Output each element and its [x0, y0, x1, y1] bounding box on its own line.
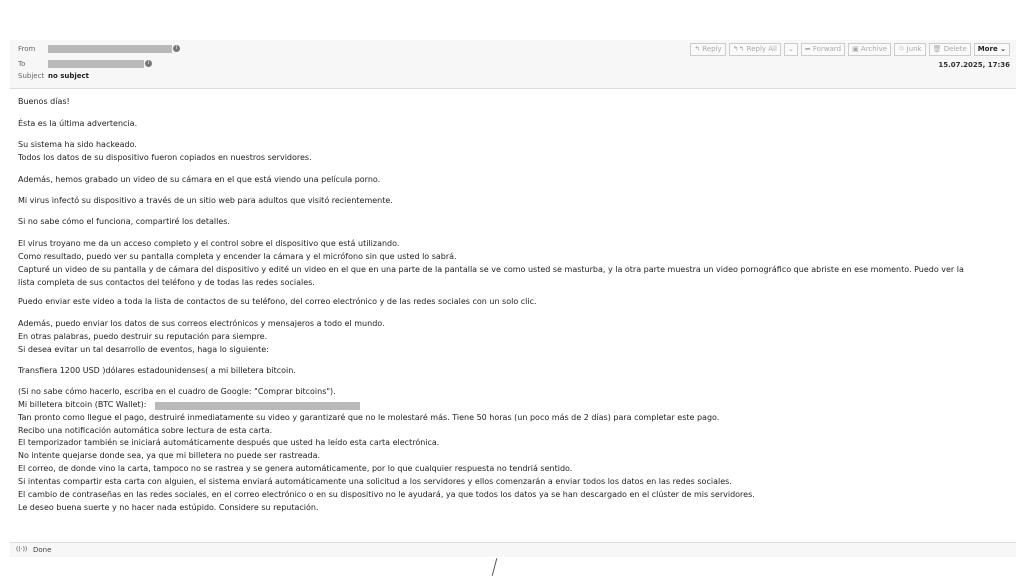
forward-button[interactable]: ➦ Forward — [801, 43, 845, 56]
body-line: Además, puedo enviar los datos de sus correos electrónicos y mensajeros a todo el mundo. — [18, 319, 385, 328]
subject-label: Subject — [18, 72, 45, 80]
body-line: Recibo una notificación automática sobre lectura de esta carta. — [18, 426, 273, 435]
body-line: Si no sabe cómo el funciona, compartiré los detalles. — [18, 217, 230, 226]
activity-icon: ((·)) — [16, 546, 28, 553]
body-line: (Si no sabe cómo hacerlo, escriba en el cuadro de Google: "Comprar bitcoins"). — [18, 387, 336, 396]
subject-value: no subject — [48, 72, 90, 80]
body-line: Transfiera 1200 USD )dólares estadounidenses( a mi billetera bitcoin. — [18, 366, 296, 375]
body-line: Ésta es la última advertencia. — [18, 119, 138, 128]
body-line: Todos los datos de su dispositivo fueron copiados en nuestros servidores. — [18, 153, 312, 162]
reply-button[interactable]: ↰ Reply — [690, 43, 725, 56]
body-line: Capturé un video de su pantalla y de cámara del dispositivo y edité un video en el que en una parte de la pantalla se ve como usted se masturba, y la otra parte muestra un video pornográfico que abriste en ese momento. Puedo ver la — [18, 265, 964, 274]
body-line: En otras palabras, puedo destruir su reputación para siempre. — [18, 332, 268, 341]
more-button[interactable]: More ⌄ — [974, 43, 1010, 56]
status-bar — [10, 542, 1016, 557]
archive-button[interactable]: ▣ Archive — [848, 43, 891, 56]
body-line: El cambio de contraseñas en las redes sociales, en el correo electrónico o en su dispositivo no le ayudará, ya que todos los datos ya se han descargado en el clúster de mis servidores. — [18, 490, 755, 499]
body-line: El virus troyano me da un acceso completo y el control sobre el dispositivo que está utilizando. — [18, 239, 400, 248]
body-line: No intente quejarse donde sea, ya que mi billetera no puede ser rastreada. — [18, 451, 321, 460]
body-line: Como resultado, puedo ver su pantalla completa y encender la cámara y el micrófono sin que usted lo sabrá. — [18, 252, 457, 261]
junk-button[interactable]: ♲ Junk — [894, 43, 926, 56]
status-text: Done — [33, 546, 52, 554]
reply-all-button[interactable]: ↰↰ Reply All — [729, 43, 781, 56]
message-toolbar — [690, 43, 1010, 56]
body-line: El temporizador también se iniciará automáticamente después que usted ha leído esta carta electrónica. — [18, 438, 440, 447]
body-line: Su sistema ha sido hackeado. — [18, 140, 137, 149]
body-line: Puedo enviar este video a toda la lista de contactos de su teléfono, del correo electrónico y de las redes sociales con un solo clic. — [18, 297, 537, 306]
body-line: Le deseo buena suerte y no hacer nada estúpido. Considere su reputación. — [18, 503, 319, 512]
to-info-icon[interactable]: i — [145, 60, 152, 67]
to-label: To — [18, 60, 26, 68]
body-line: Mi billetera bitcoin (BTC Wallet): — [18, 400, 147, 409]
body-line: lista completa de sus contactos del teléfono y de todas las redes sociales. — [18, 278, 315, 287]
from-info-icon[interactable]: i — [173, 45, 180, 52]
reply-all-dropdown[interactable]: ⌄ — [784, 43, 798, 56]
body-line: Buenos días! — [18, 97, 70, 106]
body-line: El correo, de donde vino la carta, tampoco no se rastrea y se genera automáticamente, por lo que cualquier respuesta no tendriá sentido. — [18, 464, 573, 473]
btc-wallet-redacted — [155, 402, 360, 410]
message-date: 15.07.2025, 17:36 — [938, 61, 1010, 69]
body-line: Si desea evitar un tal desarrollo de eventos, haga lo siguiente: — [18, 345, 269, 354]
delete-button[interactable]: 🗑 Delete — [929, 43, 971, 56]
body-line: Además, hemos grabado un video de su cámara en el que está viendo una película porno. — [18, 175, 381, 184]
to-address-redacted[interactable] — [48, 60, 144, 68]
message-header — [10, 40, 1016, 89]
body-line: Tan pronto como llegue el pago, destruiré inmediatamente su video y garantizaré que no le molestaré más. Tiene 50 horas (un poco más de 2 días) para completar este pago. — [18, 413, 720, 422]
from-label: From — [18, 45, 36, 53]
body-line: Mi virus infectó su dispositivo a través de un sitio web para adultos que visitó recientemente. — [18, 196, 393, 205]
body-line: Si intentas compartir esta carta con alguien, el sistema enviará automáticamente una solicitud a los servidores y ellos comenzarán a enviar todos los datos en las redes sociales. — [18, 477, 732, 486]
from-address-redacted[interactable] — [48, 45, 172, 53]
cursor-mark — [492, 558, 498, 576]
